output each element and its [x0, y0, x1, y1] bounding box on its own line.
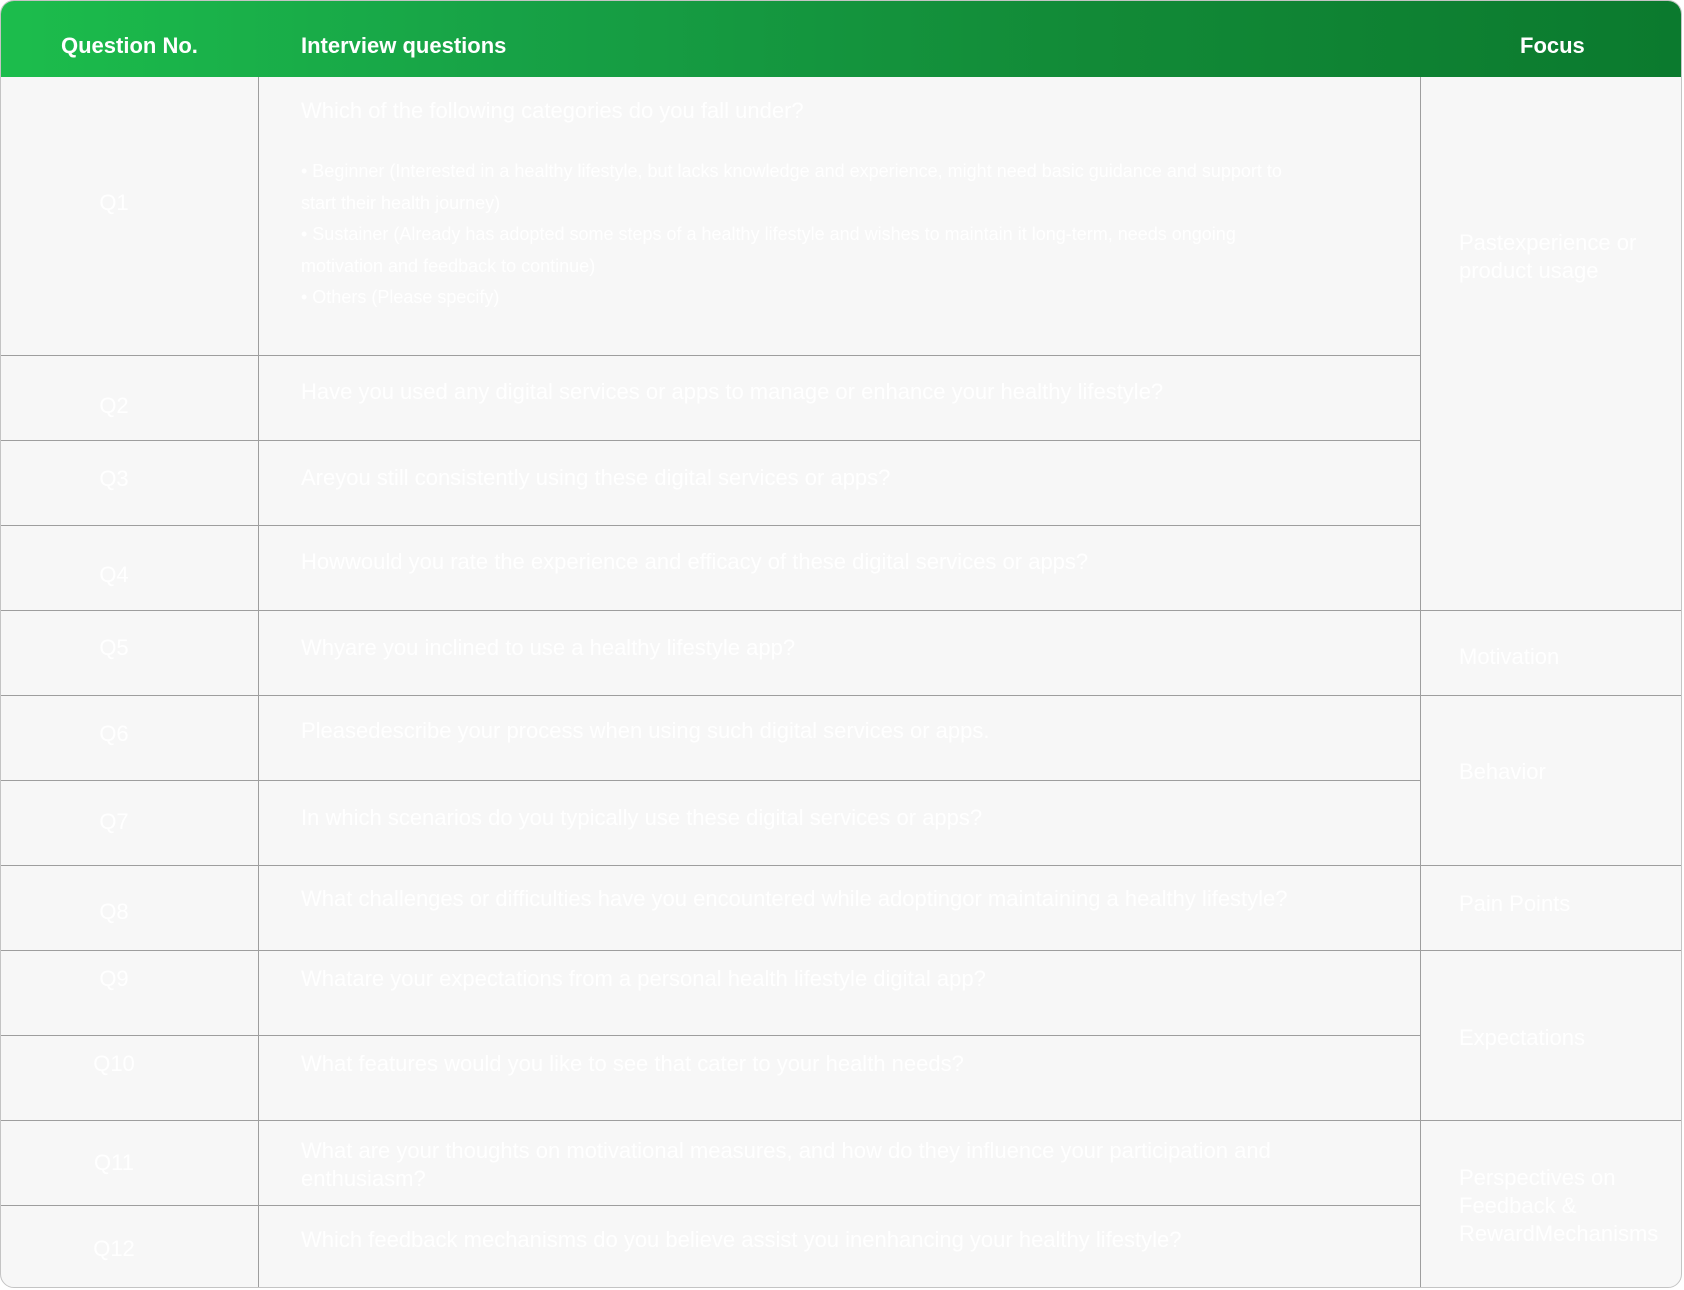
- group-divider: [1, 950, 1681, 951]
- question-number: Q5: [99, 635, 129, 660]
- question-text: Which of the following categories do you fall under?: [301, 98, 804, 123]
- row-divider: [1, 440, 1420, 441]
- question-number: Q11: [94, 1150, 134, 1175]
- question-text: What challenges or difficulties have you encountered while adoptingor maintaining a healthy lifestyle?: [301, 886, 1288, 911]
- focus-label: Behavior: [1459, 759, 1546, 784]
- focus-label: Pain Points: [1459, 891, 1571, 916]
- focus-label: Expectations: [1459, 1025, 1585, 1050]
- question-text: What are your thoughts on motivational measures, and how do they influence your participation and enthusiasm?: [301, 1138, 1271, 1191]
- group-divider: [1, 695, 1681, 696]
- question-text: Have you used any digital services or apps to manage or enhance your healthy lifestyle?: [301, 379, 1164, 404]
- question-number: Q7: [99, 809, 129, 834]
- focus-label: Motivation: [1459, 644, 1560, 669]
- question-number: Q1: [99, 190, 129, 215]
- question-text: Areyou still consistently using these digital services or apps?: [301, 465, 891, 490]
- question-number: Q12: [93, 1236, 135, 1261]
- question-text: What features would you like to see that cater to your health needs?: [301, 1051, 964, 1076]
- row-divider: [1, 355, 1420, 356]
- question-text: Whyare you inclined to use a healthy lifestyle app?: [301, 635, 796, 660]
- question-text: Whatare your expectations from a personal health lifestyle digital app?: [301, 966, 986, 991]
- question-number: Q4: [99, 562, 129, 587]
- header-question-no: Question No.: [61, 33, 198, 58]
- question-number: Q3: [99, 466, 129, 491]
- question-number: Q9: [99, 966, 129, 991]
- row-divider: [1, 1205, 1420, 1206]
- question-number: Q10: [93, 1051, 135, 1076]
- option-item: • Sustainer (Already has adopted some steps of a healthy lifestyle and wishes to maintain it long-term, needs ongoing motivation and feedback to continue): [301, 224, 1236, 276]
- option-item: • Beginner (Interested in a healthy lifestyle, but lacks knowledge and experience, might need basic guidance and support to start their health journey): [301, 161, 1282, 213]
- row-divider: [1, 525, 1420, 526]
- option-item: • Others (Please specify): [301, 287, 500, 307]
- group-divider: [1, 610, 1681, 611]
- question-text: Pleasedescribe your process when using such digital services or apps.: [301, 718, 990, 743]
- row-divider: [1, 780, 1420, 781]
- column-divider: [1420, 77, 1421, 1288]
- question-number: Q6: [99, 721, 129, 746]
- focus-label: Perspectives on Feedback & RewardMechanisms: [1459, 1165, 1659, 1246]
- table-header: [1, 1, 1681, 77]
- question-number: Q8: [99, 899, 129, 924]
- header-interview-questions: Interview questions: [301, 33, 507, 58]
- question-text: Which feedback mechanisms do you believe assist you inenhancing your healthy lifestyle?: [301, 1227, 1182, 1252]
- row-divider: [1, 1035, 1420, 1036]
- group-divider: [1, 1120, 1681, 1121]
- question-text: Howwould you rate the experience and efficacy of these digital services or apps?: [301, 549, 1089, 574]
- question-number: Q2: [99, 393, 129, 418]
- header-focus: Focus: [1520, 33, 1585, 58]
- focus-label: Pastexperience or product usage: [1459, 230, 1637, 283]
- question-text: In which scenarios do you typically use these digital services or apps?: [301, 805, 983, 830]
- question-options: [301, 156, 1321, 314]
- group-divider: [1, 865, 1681, 866]
- column-divider: [258, 77, 259, 1288]
